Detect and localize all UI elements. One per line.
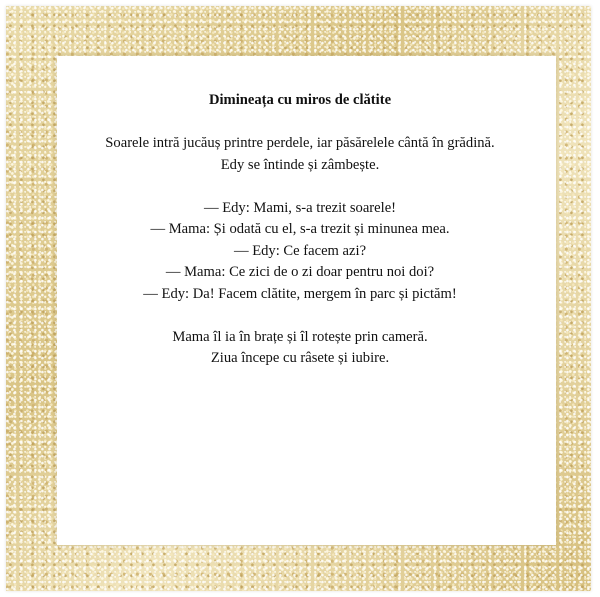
dialogue-line-2: — Mama: Și odată cu el, s-a trezit și minunea mea. (150, 221, 450, 237)
ending-line-1: Mama îl ia în brațe și îl rotește prin cameră. (172, 328, 428, 345)
dialogue-line-3: — Edy: Ce facem azi? (233, 242, 367, 259)
spacer (0, 176, 600, 198)
dialogue-line-4: — Mama: Ce zici de o zi doar pentru noi doi? (165, 264, 435, 280)
story-text (0, 90, 600, 370)
ending-line-2: Ziua începe cu râsete și iubire. (210, 350, 390, 366)
intro-line-1: Soarele intră jucăuș printre perdele, iar păsărelele cântă în grădină. (105, 135, 495, 151)
intro-line-2: Edy se întinde și zâmbește. (220, 156, 380, 173)
spacer (0, 305, 600, 327)
dialogue-line-5: — Edy: Da! Facem clătite, mergem în parc și pictăm! (143, 285, 457, 302)
story-title: Dimineața cu miros de clătite (208, 92, 392, 108)
spacer (0, 112, 600, 134)
dialogue-line-1: — Edy: Mami, s-a trezit soarele! (203, 199, 397, 216)
